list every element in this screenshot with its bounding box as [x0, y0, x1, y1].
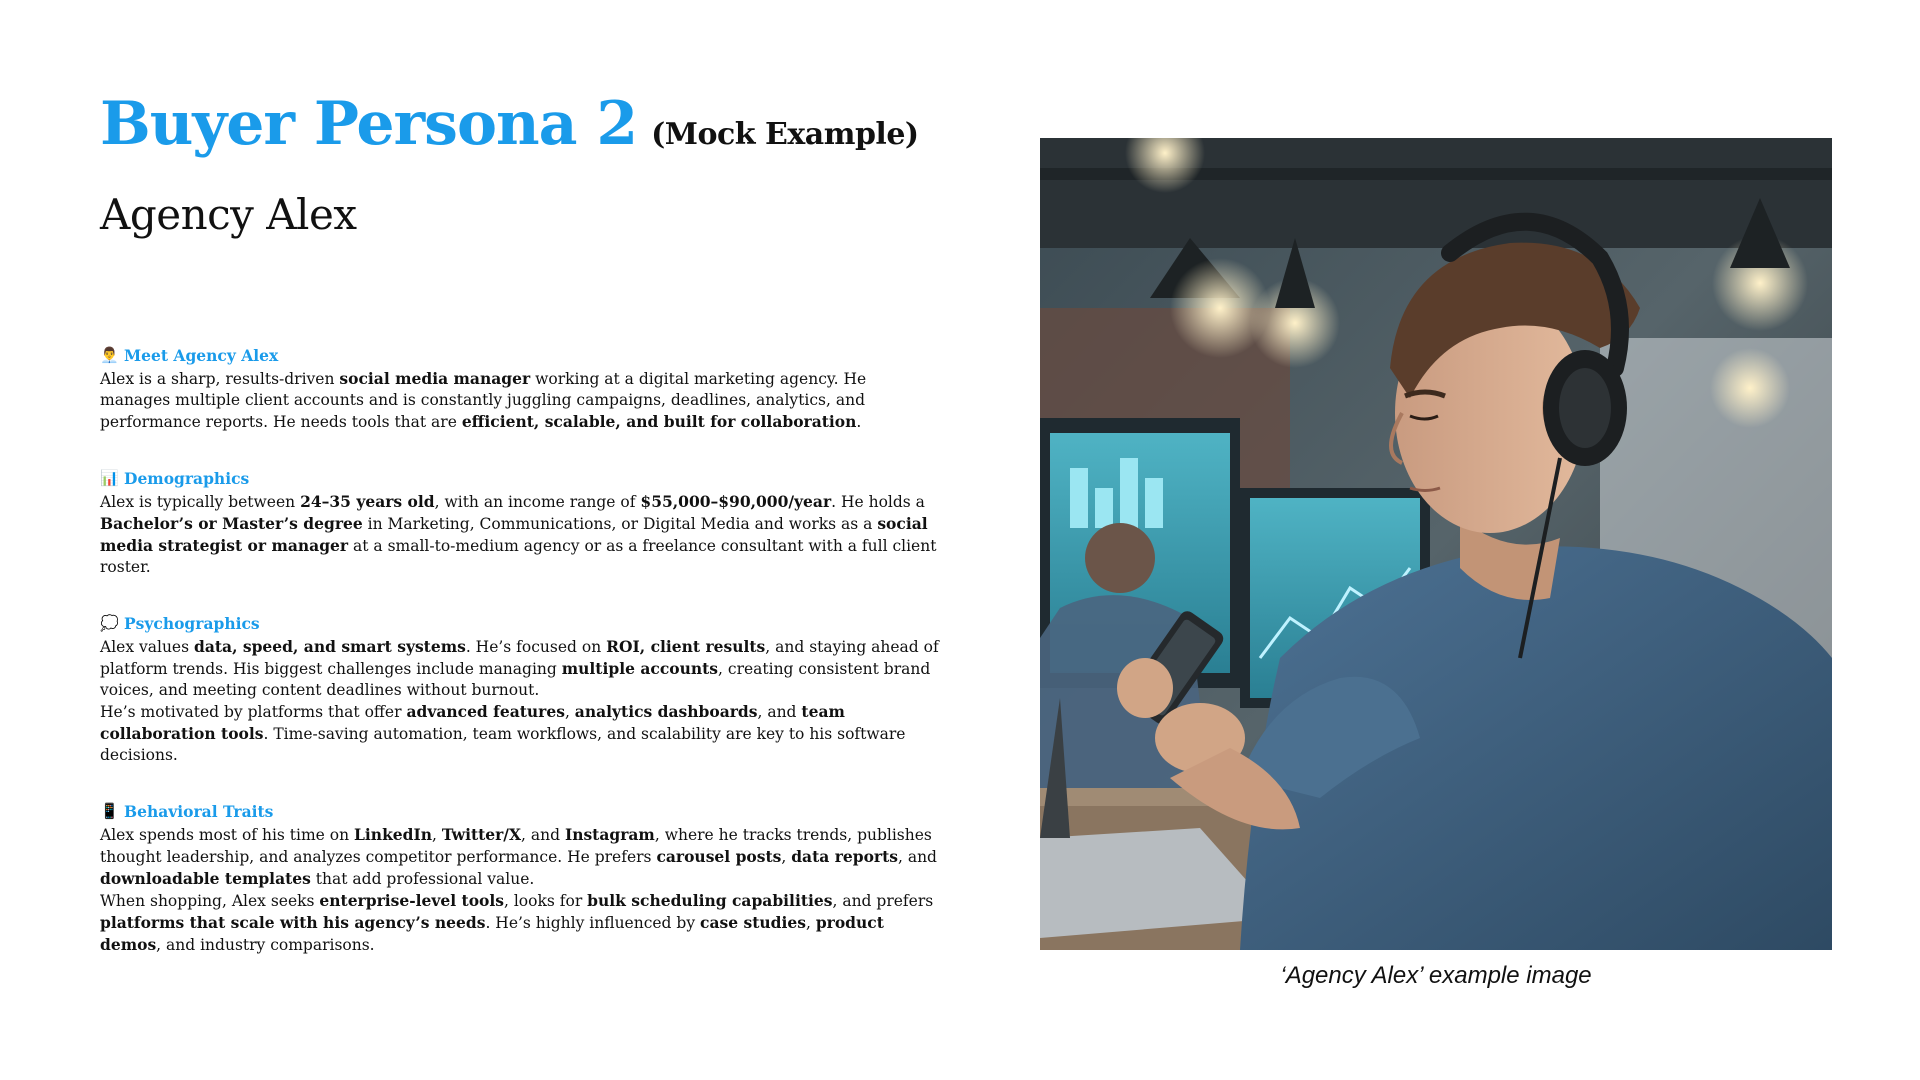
emphasis-text: Bachelor’s or Master’s degree	[100, 514, 363, 533]
body-text: . He’s focused on	[465, 638, 607, 656]
emphasis-text: Twitter/X	[441, 825, 521, 844]
body-text: Alex values	[100, 638, 194, 656]
section-psychographics	[100, 613, 940, 766]
body-text: Alex is typically between	[100, 493, 301, 511]
persona-photo	[1040, 138, 1832, 950]
body-text: , with an income range of	[434, 493, 641, 511]
body-text: . He holds a	[831, 493, 925, 511]
body-text: , looks for	[504, 892, 588, 910]
body-text: Alex spends most of his time on	[100, 826, 355, 844]
person-office-worker-icon: 👨‍💼	[100, 346, 119, 364]
emphasis-text: team collaboration tools	[100, 702, 845, 743]
section-paragraph	[100, 491, 940, 578]
emphasis-text: case studies	[700, 913, 806, 932]
persona-content	[100, 345, 940, 991]
body-text: , and	[521, 826, 565, 844]
body-text: ,	[805, 914, 816, 932]
section-paragraph	[100, 824, 940, 890]
body-text: , and staying ahead of platform trends. His biggest challenges include managing	[100, 638, 939, 678]
section-behavioral-traits	[100, 801, 940, 956]
section-paragraph	[100, 890, 940, 956]
body-text: , and prefers	[832, 892, 934, 910]
page-title-note: (Mock Example)	[651, 117, 919, 152]
body-text: , where he tracks trends, publishes thought leadership, and analyzes competitor performance. He prefers	[100, 826, 932, 866]
body-text: in Marketing, Communications, or Digital Media and works as a	[362, 515, 878, 533]
emphasis-text: social media strategist or manager	[100, 514, 928, 555]
section-heading	[100, 345, 940, 366]
emphasis-text: analytics dashboards	[574, 702, 758, 721]
body-text: ,	[781, 848, 792, 866]
body-text: When shopping, Alex seeks	[100, 892, 320, 910]
body-text: that add professional value.	[310, 870, 535, 888]
body-text: . Time-saving automation, team workflows, and scalability are key to his software decisions.	[100, 725, 906, 764]
emphasis-text: data, speed, and smart systems	[193, 637, 466, 656]
emphasis-text: 24–35 years old	[300, 492, 435, 511]
section-paragraph	[100, 368, 940, 433]
emphasis-text: downloadable templates	[100, 869, 311, 888]
title-row	[100, 89, 919, 159]
photo-caption: ‘Agency Alex’ example image	[1280, 962, 1592, 989]
emphasis-text: $55,000–$90,000/year	[640, 492, 832, 511]
emphasis-text: data reports	[791, 847, 898, 866]
section-heading-text: Meet Agency Alex	[124, 346, 279, 365]
body-text: .	[856, 413, 862, 431]
section-heading	[100, 613, 940, 634]
body-text: ,	[432, 826, 442, 844]
body-text: . He’s highly influenced by	[485, 914, 701, 932]
emphasis-text: advanced features	[406, 702, 565, 721]
emphasis-text: bulk scheduling capabilities	[587, 891, 833, 910]
emphasis-text: multiple accounts	[561, 659, 719, 678]
section-heading	[100, 468, 940, 489]
emphasis-text: product demos	[100, 913, 884, 954]
emphasis-text: ROI, client results	[606, 637, 766, 656]
emphasis-text: enterprise-level tools	[319, 891, 504, 910]
body-text: Alex is a sharp, results-driven	[100, 370, 340, 388]
body-text: He’s motivated by platforms that offer	[100, 703, 407, 721]
body-text: , and industry comparisons.	[156, 936, 375, 954]
section-heading-text: Psychographics	[124, 614, 260, 633]
section-heading	[100, 801, 940, 822]
thought-bubble-icon: 💭	[100, 614, 119, 632]
body-text: working at a digital marketing agency. He manages multiple client accounts and is constantly juggling campaigns, deadlines, analytics, and performance reports. He needs tools that are	[100, 370, 867, 431]
body-text: , creating consistent brand voices, and meeting content deadlines without burnout.	[100, 660, 931, 699]
emphasis-text: platforms that scale with his agency’s needs	[100, 913, 486, 932]
bar-chart-icon: 📊	[100, 469, 119, 487]
body-text: ,	[564, 703, 575, 721]
persona-name: Agency Alex	[100, 190, 357, 239]
emphasis-text: carousel posts	[656, 847, 782, 866]
body-text: at a small-to-medium agency or as a freelance consultant with a full client roster.	[100, 537, 937, 576]
emphasis-text: social media manager	[339, 369, 531, 388]
mobile-phone-icon: 📱	[100, 802, 119, 820]
body-text: , and	[897, 848, 937, 866]
emphasis-text: LinkedIn	[354, 825, 433, 844]
section-heading-text: Demographics	[124, 469, 250, 488]
section-paragraph	[100, 636, 940, 701]
emphasis-text: Instagram	[564, 825, 655, 844]
section-demographics	[100, 468, 940, 578]
section-paragraph	[100, 701, 940, 766]
body-text: , and	[757, 703, 802, 721]
page-title: Buyer Persona 2	[100, 89, 638, 159]
emphasis-text: efficient, scalable, and built for collaboration	[461, 412, 857, 431]
section-heading-text: Behavioral Traits	[124, 802, 274, 821]
section-meet-agency-alex	[100, 345, 940, 433]
